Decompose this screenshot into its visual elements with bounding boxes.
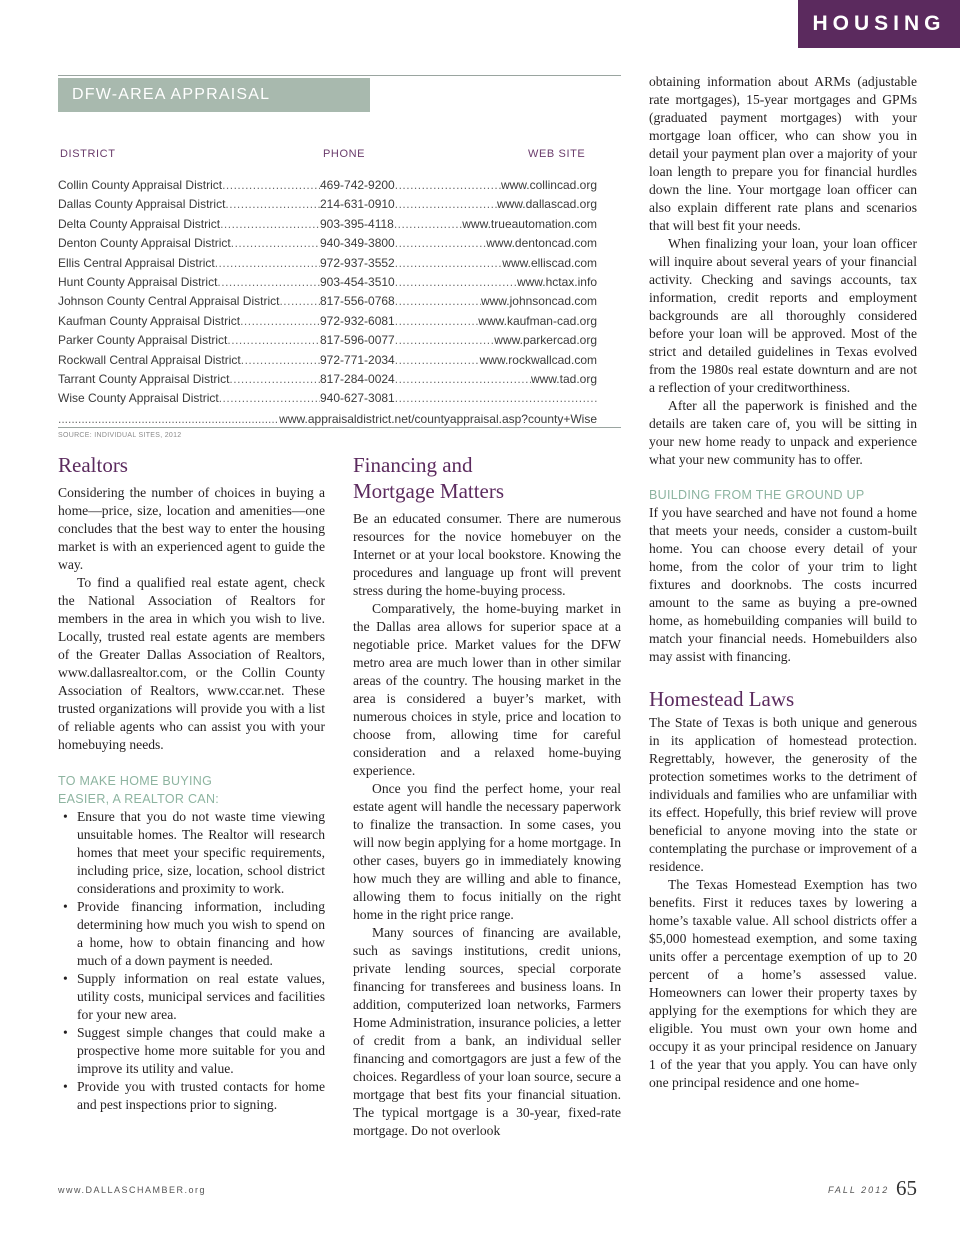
phone-web-cell	[320, 234, 597, 253]
realtors-paragraph-2: To find a qualified real estate agent, check the National Association of Realtors for members in the area in which you wish to live. Locally, trusted real estate agents are members of the Greater Dallas Association of Realtors, www.dallasrealtor.com, or the Collin County Association of Realtors, www.ccar.net. These trusted organizations will provide you with a list of reliable agents who can assist you with your homebuying needs.	[58, 575, 325, 752]
phone-number: 972-937-3552	[320, 255, 395, 270]
table-row	[58, 176, 621, 195]
district-name: Hunt County Appraisal District	[58, 274, 218, 289]
district-cell	[58, 176, 320, 195]
table-row	[58, 273, 621, 292]
website-link[interactable]: www.parkercad.org	[494, 333, 597, 348]
phone-web-cell	[320, 351, 597, 370]
leader-dots	[394, 215, 462, 234]
district-name: Kaufman County Appraisal District	[58, 313, 241, 328]
leader-dots	[395, 331, 495, 350]
leader-dots	[58, 409, 279, 429]
phone-web-cell	[320, 215, 597, 234]
leader-dots	[395, 176, 501, 195]
table-row	[58, 234, 621, 253]
phone-number: 940-627-3081	[320, 391, 395, 406]
phone-web-cell	[320, 292, 597, 311]
district-name: Collin County Appraisal District	[58, 178, 223, 192]
financing-paragraph-2: Comparatively, the home-buying market in the Dallas area allows for superior space at a negotiable price. Market values for the DFW metro area are much lower than in other similar areas of the country. The housing market in the area is considered a buyer’s market, with numerous choices in style, price and location to choose from, allowing time for careful consideration and a relaxed home-buying experience.	[353, 601, 621, 778]
list-item: • Provide you with trusted contacts for home and pest inspections prior to signing.	[77, 1078, 325, 1114]
website-link[interactable]: www.tad.org	[530, 371, 597, 386]
phone-number: 469-742-9200	[320, 178, 395, 192]
website-link[interactable]: www.johnsoncad.com	[480, 294, 597, 309]
phone-number: 817-596-0077	[320, 333, 395, 348]
list-item: • Supply information on real estate values, utility costs, municipal services and facilities for your new area.	[77, 970, 325, 1024]
realtors-subheading-line-2: EASIER, A REALTOR CAN:	[58, 792, 220, 806]
leader-dots	[395, 195, 497, 214]
list-item: • Provide financing information, including determining how much you wish to spend on a home, how to obtain financing and how much of a down payment is needed.	[77, 898, 325, 970]
leader-dots	[225, 195, 320, 214]
table-header-row	[58, 148, 621, 168]
phone-number: 903-395-4118	[320, 216, 394, 231]
building-subheading: BUILDING FROM THE GROUND UP	[649, 488, 865, 502]
table-bottom-rule	[58, 427, 621, 428]
district-name: Tarrant County Appraisal District	[58, 371, 230, 386]
table-source: SOURCE: INDIVIDUAL SITES, 2012	[58, 431, 182, 439]
leader-dots	[215, 254, 320, 273]
leader-dots	[229, 370, 320, 389]
realtors-column	[58, 452, 325, 1114]
district-cell	[58, 234, 320, 253]
phone-number: 214-631-0910	[320, 197, 395, 212]
table-title: DFW-AREA APPRAISAL DISTRICTS	[58, 78, 370, 112]
table-top-rule	[58, 75, 621, 76]
realtors-subheading	[58, 772, 325, 808]
phone-web-cell	[320, 312, 597, 331]
loan-paragraph: When finalizing your loan, your loan officer will inquire about several years of your financial activity. Checking and savings accounts, tax information, credit reports and employment backgrounds are all thoroughly considered before your loan will be approved. Most of the strict and detailed guidelines in Texas evolved from the 1980s real estate downturn and are not a reflection of your creditworthiness.	[649, 236, 917, 395]
leader-dots	[395, 254, 503, 273]
leader-dots	[279, 292, 320, 311]
financing-heading-line-2: Mortgage Matters	[353, 479, 505, 503]
website-link[interactable]: www.trueautomation.com	[462, 216, 597, 231]
header-website: WEB SITE	[528, 148, 586, 160]
leader-dots	[231, 234, 320, 253]
website-link[interactable]: www.dallascad.org	[496, 197, 597, 212]
district-cell	[58, 254, 320, 273]
leader-dots	[241, 351, 320, 370]
realtors-paragraph-1: Considering the number of choices in buying a home—price, size, location and amenities—one concludes that the best way to enter the housing market is with an experienced agent to guide the way.	[58, 485, 325, 572]
financing-paragraph-4: Many sources of financing are available, such as savings institutions, credit unions, private lending sources, special corporate financing for transferees and business loans. In addition, computerized loan networks, Farmers Home Administration, insurance policies, a letter of credit from a bank, an individual seller financing and comortgagors are just a few of the choices. Regardless of your loan source, secure a mortgage that best fits your financial situation. The typical mortgage is a 30-year, fixed-rate mortgage. Do not overlook	[353, 925, 621, 1138]
leader-dots	[395, 292, 481, 311]
phone-web-cell	[320, 389, 597, 408]
table-row	[58, 331, 621, 350]
table-row	[58, 389, 621, 408]
leader-dots	[395, 234, 487, 253]
phone-web-cell	[320, 273, 597, 292]
header-phone: PHONE	[323, 148, 366, 160]
phone-web-cell	[320, 370, 597, 389]
page-number: 65	[896, 1176, 917, 1200]
leader-dots	[217, 273, 320, 292]
leader-dots	[240, 312, 320, 331]
district-name: Denton County Appraisal District	[58, 236, 231, 251]
phone-number: 903-454-3510	[320, 274, 395, 289]
table-body	[58, 176, 621, 409]
website-link[interactable]: www.hctax.info	[516, 274, 597, 289]
financing-heading-line-1: Financing and	[353, 453, 473, 477]
table-row	[58, 195, 621, 214]
district-cell	[58, 215, 320, 234]
phone-web-cell	[320, 195, 597, 214]
leader-dots	[220, 215, 320, 234]
district-name: Johnson County Central Appraisal District	[58, 294, 280, 309]
leader-dots	[219, 389, 320, 408]
district-cell	[58, 195, 320, 214]
list-item: • Ensure that you do not waste time viewing unsuitable homes. The Realtor will research homes that meet your specific requirements, including price, size, location, school district considerations and proximity to work.	[77, 808, 325, 898]
realtors-heading: Realtors	[58, 453, 128, 477]
leader-dots	[395, 370, 531, 389]
phone-web-cell	[320, 254, 597, 273]
district-cell	[58, 351, 320, 370]
district-name: Dallas County Appraisal District	[58, 197, 226, 212]
district-cell	[58, 273, 320, 292]
website-link[interactable]: www.kaufman-cad.org	[478, 313, 597, 328]
footer-issue: FALL 2012	[828, 1185, 890, 1195]
website-link[interactable]: www.dentoncad.com	[486, 236, 597, 251]
website-link[interactable]: www.rockwallcad.com	[479, 352, 597, 367]
website-link[interactable]: www.elliscad.com	[502, 255, 597, 270]
leader-dots	[222, 176, 320, 195]
phone-web-cell	[320, 176, 597, 195]
mortgage-paragraph-continued: obtaining information about ARMs (adjustable rate mortgages), 15-year mortgages and GPMs (graduated payment mortgages) with your mortgage loan officer, who can show you in detail your payment plan over a majority of your loan length to prepare you for financial hurdles down the line. Your mortgage loan officer can also explain different rate plans and scenarios that will best fit your needs.	[649, 74, 917, 233]
website-link[interactable]: www.collincad.org	[500, 178, 597, 192]
footer-website[interactable]: www.DALLASCHAMBER.org	[58, 1185, 207, 1195]
right-column	[649, 73, 917, 1092]
table-footer-url-row	[58, 409, 597, 429]
table-row	[58, 351, 621, 370]
phone-number: 972-932-6081	[320, 313, 395, 328]
district-cell	[58, 370, 320, 389]
financing-paragraph-3: Once you find the perfect home, your real estate agent will handle the necessary paperwork to finalize the transaction. In some cases, you will now begin applying for a home mortgage. In other cases, buyers go in immediately knowing how much they are willing and able to finance, allowing them to focus initially on the right home in the right price range.	[353, 781, 621, 922]
district-name: Parker County Appraisal District	[58, 333, 228, 348]
homestead-heading: Homestead Laws	[649, 687, 795, 711]
table-row	[58, 370, 621, 389]
custom-home-paragraph: If you have searched and have not found a home that meets your needs, consider a custom-built home. You can choose every detail of your home, from the color of your trim to light fixtures and doorknobs. The costs incurred amount to the same as buying a pre-owned home, as homebuilding companies will build to match your financial needs. Homebuilders also may assist with financing.	[649, 505, 917, 664]
appraisal-table	[58, 75, 621, 439]
leader-dots	[395, 351, 480, 370]
homestead-paragraph-1: The State of Texas is both unique and generous in its application of homestead protection. Regrettably, however, the generosity of the protection sometimes works to the detriment of individuals and families who are unfamiliar with its effect. Hopefully, this brief review will prove beneficial to anyone moving into the state or contemplating the purchase or improvement of a residence.	[649, 715, 917, 874]
district-cell	[58, 331, 320, 350]
list-item: • Suggest simple changes that could make a prospective home more suitable for you and improve its utility and value.	[77, 1024, 325, 1078]
table-row	[58, 292, 621, 311]
leader-dots	[395, 389, 597, 408]
leader-dots	[395, 312, 479, 331]
leader-dots	[395, 273, 517, 292]
district-cell	[58, 312, 320, 331]
district-cell	[58, 389, 320, 408]
district-name: Delta County Appraisal District	[58, 216, 221, 231]
phone-number: 817-556-0768	[320, 294, 395, 309]
phone-number: 972-771-2034	[320, 352, 395, 367]
phone-web-cell	[320, 331, 597, 350]
paperwork-paragraph: After all the paperwork is finished and the details are taken care of, you will be sitting in your new home ready to unpack and experience what your new community has to offer.	[649, 398, 917, 467]
district-name: Ellis Central Appraisal District	[58, 255, 215, 270]
footer-url-link[interactable]: www.appraisaldistrict.net/countyappraisal.asp?county+Wise	[279, 411, 597, 426]
header-district: DISTRICT	[60, 148, 116, 160]
phone-number: 817-284-0024	[320, 371, 395, 386]
section-tab: HOUSING	[798, 0, 960, 48]
district-name: Wise County Appraisal District	[58, 391, 219, 406]
realtor-benefits-list	[58, 808, 325, 1114]
realtors-subheading-line-1: TO MAKE HOME BUYING	[58, 774, 213, 788]
table-row	[58, 312, 621, 331]
financing-paragraph-1: Be an educated consumer. There are numerous resources for the novice homebuyer on the Internet or at your local bookstore. Knowing the procedures and language up front will prevent stress during the home-buying process.	[353, 511, 621, 598]
district-name: Rockwall Central Appraisal District	[58, 352, 241, 367]
district-cell	[58, 292, 320, 311]
financing-column	[353, 452, 621, 1140]
table-row	[58, 254, 621, 273]
phone-number: 940-349-3800	[320, 236, 395, 251]
financing-heading	[353, 452, 621, 504]
table-row	[58, 215, 621, 234]
homestead-paragraph-2: The Texas Homestead Exemption has two benefits. First it reduces taxes by lowering a home’s taxable value. All school districts offer a $5,000 homestead exemption, and some taxing units offer a percentage exemption of up to 20 percent of a home’s assessed value. Homeowners can lower their property taxes by applying for the exemptions for which they are eligible. You must own your own home and occupy it as your principal residence on January 1 of the year that you apply. You can have only one principal residence and one home-	[649, 877, 917, 1090]
leader-dots	[227, 331, 320, 350]
